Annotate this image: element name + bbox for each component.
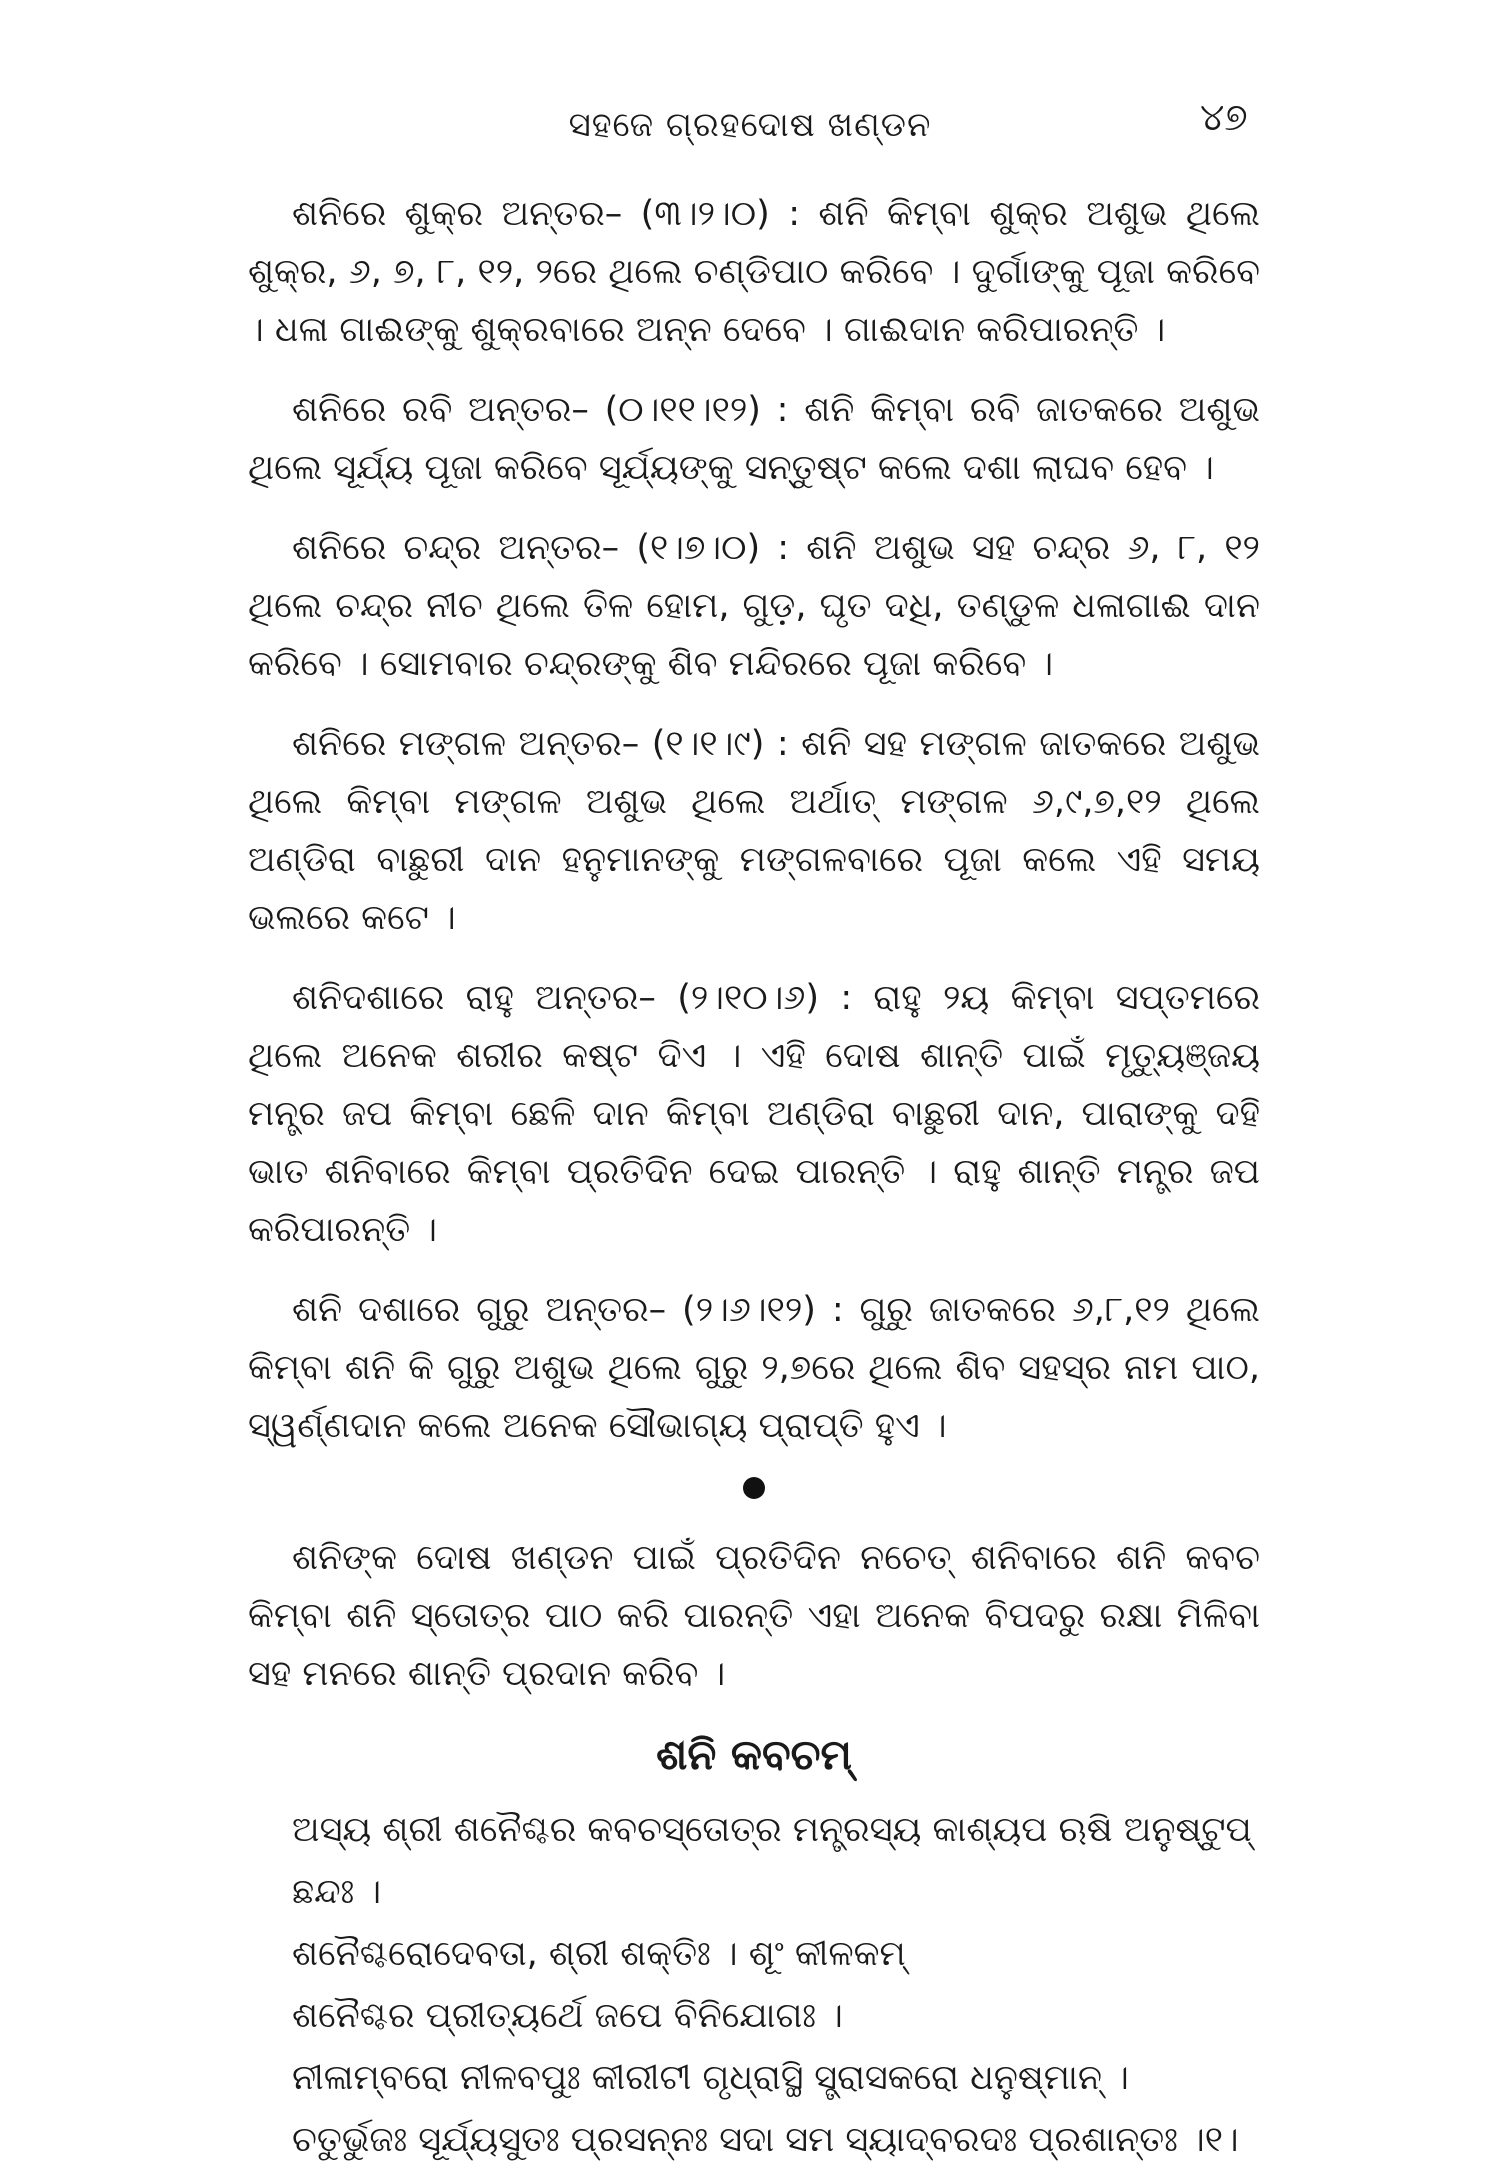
page-number: ୪୭ (1200, 95, 1248, 139)
paragraph-chandra-antara: ଶନିରେ ଚନ୍ଦ୍ର ଅନ୍ତର– (୧।୭।୦) : ଶନି ଅଶୁଭ ସହ ଚନ୍ଦ୍ର ୬, ୮, ୧୨ ଥିଲେ ଚନ୍ଦ୍ର ନୀଚ ଥିଲେ ତିଳ ହୋମ, ଗୁଡ଼, ଘୃତ ଦଧି, ତଣ୍ଡୁଳ ଧଳାଗାଈ ଦାନ କରିବେ । ସୋମବାର ଚନ୍ଦ୍ରଙ୍କୁ ଶିବ ମନ୍ଦିରରେ ପୂଜା କରିବେ । (248, 528, 1260, 684)
paragraph-mangala-antara: ଶନିରେ ମଙ୍ଗଳ ଅନ୍ତର– (୧।୧।୯) : ଶନି ସହ ମଙ୍ଗଳ ଜାତକରେ ଅଶୁଭ ଥିଲେ କିମ୍ବା ମଙ୍ଗଳ ଅଶୁଭ ଥିଲେ ଅର୍ଥାତ୍ ମଙ୍ଗଳ ୬,୯,୭,୧୨ ଥିଲେ ଅଣ୍ଡିରା ବାଛୁରୀ ଦାନ ହନୁମାନଙ୍କୁ ମଙ୍ଗଳବାରେ ପୂଜା କଲେ ଏହି ସମୟ ଭଲରେ କଟେ । (248, 724, 1260, 938)
paragraph-kavach-intro: ଶନିଙ୍କ ଦୋଷ ଖଣ୍ଡନ ପାଇଁ ପ୍ରତିଦିନ ନଚେତ୍ ଶନିବାରେ ଶନି କବଚ କିମ୍ବା ଶନି ସ୍ତୋତ୍ର ପାଠ କରି ପାରନ୍ତି ଏହା ଅନେକ ବିପଦରୁ ରକ୍ଷା ମିଳିବା ସହ ମନରେ ଶାନ୍ତି ପ୍ରଦାନ କରିବ । (248, 1538, 1260, 1694)
section-divider-bullet-icon (743, 1477, 765, 1499)
verse-line: ନୀଳାମ୍ବରୋ ନୀଳବପୁଃ କୀରୀଟୀ ଗୃଧ୍ରାସ୍ଥି ସ୍ତ୍ରାସକରୋ ଧନୁଷ୍ମାନ୍ । (292, 2058, 1129, 2098)
paragraph-rabi-antara: ଶନିରେ ରବି ଅନ୍ତର– (୦।୧୧।୧୨) : ଶନି କିମ୍ବା ରବି ଜାତକରେ ଅଶୁଭ ଥିଲେ ସୂର୍ଯ୍ୟ ପୂଜା କରିବେ ସୂର୍ଯ୍ୟଙ୍କୁ ସନ୍ତୁଷ୍ଟ କଲେ ଦଶା ଲାଘବ ହେବ । (248, 390, 1260, 488)
verse-line: ଚତୁର୍ଭୁଜଃ ସୂର୍ଯ୍ୟସୁତଃ ପ୍ରସନ୍ନଃ ସଦା ସମ ସ୍ୟାଦ୍ବରଦଃ ପ୍ରଶାନ୍ତଃ ।୧। (292, 2120, 1239, 2160)
page-body (248, 185, 1260, 2171)
section-heading: ଶନି କବଚମ୍ (656, 1730, 852, 1779)
running-header: ସହଜେ ଗ୍ରହଦୋଷ ଖଣ୍ଡନ (568, 105, 932, 145)
paragraph-shukra-antara: ଶନିରେ ଶୁକ୍ର ଅନ୍ତର– (୩।୨।୦) : ଶନି କିମ୍ବା ଶୁକ୍ର ଅଶୁଭ ଥିଲେ ଶୁକ୍ର, ୬, ୭, ୮, ୧୨, ୨ରେ ଥିଲେ ଚଣ୍ଡିପାଠ କରିବେ । ଦୁର୍ଗାଙ୍କୁ ପୂଜା କରିବେ । ଧଳା ଗାଈଙ୍କୁ ଶୁକ୍ରବାରେ ଅନ୍ନ ଦେବେ । ଗାଈଦାନ କରିପାରନ୍ତି । (248, 194, 1260, 350)
verse-line: ଶନୈଶ୍ଚର ପ୍ରୀତ୍ୟର୍ଥେ ଜପେ ବିନିଯୋଗଃ । (292, 1996, 843, 2036)
paragraph-rahu-antara: ଶନିଦଶାରେ ରାହୁ ଅନ୍ତର– (୨।୧୦।୬) : ରାହୁ ୨ୟ କିମ୍ବା ସପ୍ତମରେ ଥିଲେ ଅନେକ ଶରୀର କଷ୍ଟ ଦିଏ । ଏହି ଦୋଷ ଶାନ୍ତି ପାଇଁ ମୃତ୍ୟୁଞ୍ଜୟ ମନ୍ତ୍ର ଜପ କିମ୍ବା ଛେଳି ଦାନ କିମ୍ବା ଅଣ୍ଡିରା ବାଛୁରୀ ଦାନ, ପାରାଙ୍କୁ ଦହି ଭାତ ଶନିବାରେ କିମ୍ବା ପ୍ରତିଦିନ ଦେଇ ପାରନ୍ତି । ରାହୁ ଶାନ୍ତି ମନ୍ତ୍ର ଜପ କରିପାରନ୍ତି । (248, 978, 1260, 1250)
verse-line: ଶନୈଶ୍ଚରୋଦେବତା, ଶ୍ରୀ ଶକ୍ତିଃ । ଶୂଂ କୀଳକମ୍ (292, 1934, 906, 1974)
verse-line: ଅସ୍ୟ ଶ୍ରୀ ଶନୈଶ୍ଚର କବଚସ୍ତୋତ୍ର ମନ୍ତ୍ରସ୍ୟ କାଶ୍ୟପ ଋଷି ଅନୁଷ୍ଟୁପ୍ ଛନ୍ଦଃ । (292, 1810, 1252, 1912)
paragraph-guru-antara: ଶନି ଦଶାରେ ଗୁରୁ ଅନ୍ତର– (୨।୬।୧୨) : ଗୁରୁ ଜାତକରେ ୬,୮,୧୨ ଥିଲେ କିମ୍ବା ଶନି କି ଗୁରୁ ଅଶୁଭ ଥିଲେ ଗୁରୁ ୨,୭ରେ ଥିଲେ ଶିବ ସହସ୍ର ନାମ ପାଠ, ସ୍ୱର୍ଣ୍ଣଦାନ କଲେ ଅନେକ ସୌଭାଗ୍ୟ ପ୍ରାପ୍ତି ହୁଏ । (248, 1290, 1260, 1446)
